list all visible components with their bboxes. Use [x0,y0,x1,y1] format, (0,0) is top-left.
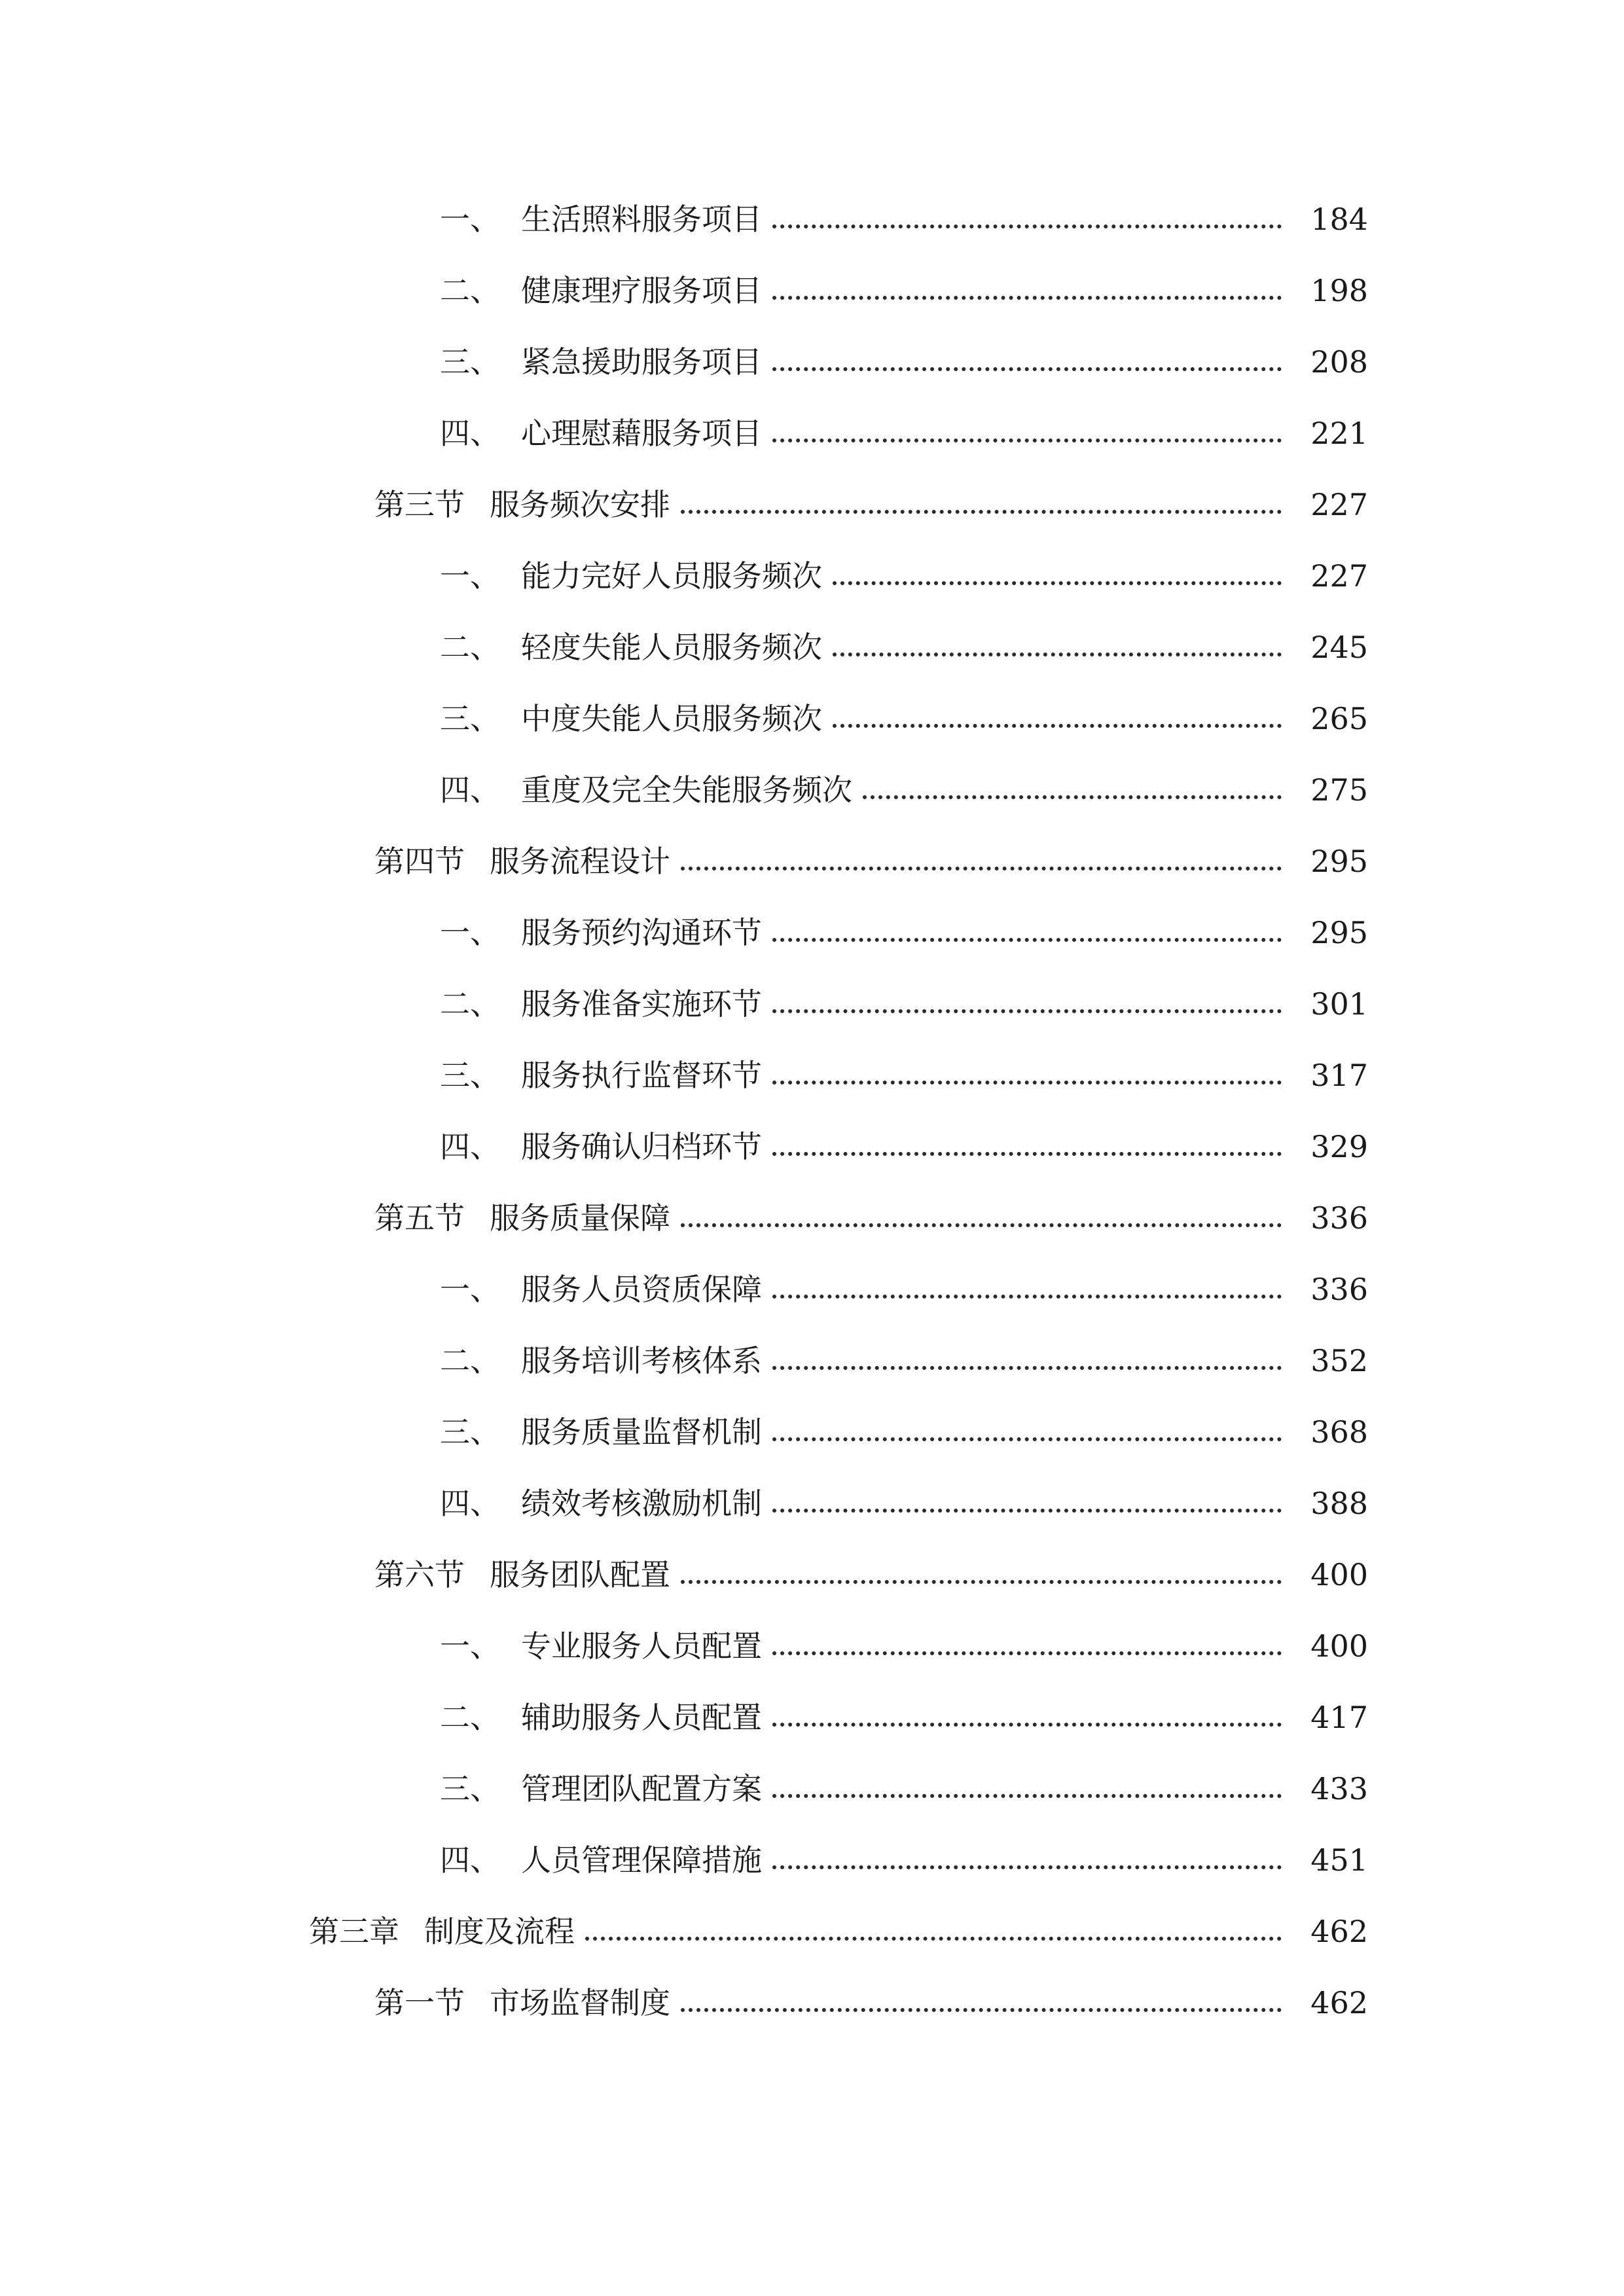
toc-entry-number: 一、 [440,915,500,950]
toc-entry[interactable] [440,696,1368,742]
toc-entry-title: 紧急援助服务项目 [521,344,762,380]
toc-entry-page: 184 [1310,202,1368,237]
toc-section-entry[interactable] [374,1552,1368,1598]
toc-entry-number: 二、 [440,273,500,308]
toc-entry-page: 336 [1310,1200,1368,1236]
toc-entry[interactable] [440,1623,1368,1669]
toc-entry-title: 人员管理保障措施 [521,1842,762,1878]
toc-entry-title: 市场监督制度 [490,1985,670,2020]
toc-entry-page: 221 [1310,416,1368,451]
dot-leader [772,1366,1282,1370]
toc-section-entry[interactable] [374,1195,1368,1241]
toc-entry-number: 一、 [440,1628,500,1664]
toc-entry-page: 417 [1310,1700,1368,1735]
toc-entry-title: 服务团队配置 [490,1557,670,1592]
toc-section-entry[interactable] [374,1980,1368,2026]
toc-entry-number: 三、 [440,701,500,736]
dot-leader [772,439,1282,442]
dot-leader [833,581,1282,585]
toc-entry-title: 绩效考核激励机制 [521,1486,762,1521]
toc-entry-page: 400 [1310,1557,1368,1592]
toc-entry-page: 451 [1310,1842,1368,1878]
dot-leader [772,1794,1282,1798]
toc-entry-title: 服务质量保障 [490,1200,670,1236]
toc-entry-number: 四、 [440,416,500,451]
toc-entry-title: 服务预约沟通环节 [521,915,762,950]
toc-entry[interactable] [440,910,1368,956]
toc-entry-title: 生活照料服务项目 [521,202,762,237]
toc-entry-page: 462 [1310,1914,1368,1949]
toc-entry-number: 四、 [440,1486,500,1521]
toc-entry-page: 301 [1310,986,1368,1022]
dot-leader [772,1651,1282,1655]
toc-entry-number: 四、 [440,1842,500,1878]
dot-leader [681,867,1282,870]
toc-entry-number: 第三节 [374,487,465,522]
dot-leader [772,1723,1282,1727]
toc-entry[interactable] [440,1837,1368,1883]
dot-leader [681,1580,1282,1584]
toc-entry-page: 368 [1310,1414,1368,1450]
toc-entry[interactable] [440,981,1368,1027]
toc-entry-title: 重度及完全失能服务频次 [521,772,852,808]
toc-chapter-entry[interactable] [309,1909,1368,1954]
toc-entry-page: 329 [1310,1129,1368,1164]
toc-entry-number: 第四节 [374,844,465,879]
toc-entry[interactable] [440,339,1368,385]
toc-entry-title: 服务执行监督环节 [521,1058,762,1093]
toc-entry[interactable] [440,624,1368,670]
toc-entry-title: 服务培训考核体系 [521,1343,762,1378]
toc-entry-page: 352 [1310,1343,1368,1378]
toc-entry-number: 二、 [440,1343,500,1378]
toc-entry-title: 辅助服务人员配置 [521,1700,762,1735]
dot-leader [833,724,1282,728]
toc-entry[interactable] [440,196,1368,242]
toc-entry-number: 第六节 [374,1557,465,1592]
toc-entry[interactable] [440,268,1368,314]
dot-leader [681,2008,1282,2012]
toc-entry-title: 中度失能人员服务频次 [521,701,822,736]
toc-entry-page: 275 [1310,772,1368,808]
toc-entry-number: 一、 [440,1272,500,1307]
toc-entry-number: 三、 [440,1414,500,1450]
toc-entry[interactable] [440,1052,1368,1098]
toc-entry-page: 295 [1310,915,1368,950]
dot-leader [772,1009,1282,1013]
toc-entry-title: 制度及流程 [424,1914,575,1949]
dot-leader [772,224,1282,228]
dot-leader [772,1437,1282,1441]
toc-entry[interactable] [440,1766,1368,1812]
toc-entry-number: 三、 [440,1771,500,1806]
dot-leader [772,1295,1282,1299]
toc-entry-page: 317 [1310,1058,1368,1093]
toc-entry-title: 服务人员资质保障 [521,1272,762,1307]
toc-entry-number: 四、 [440,1129,500,1164]
toc-entry-page: 400 [1310,1628,1368,1664]
toc-entry-page: 208 [1310,344,1368,380]
toc-entry-number: 第一节 [374,1985,465,2020]
toc-entry-page: 227 [1310,558,1368,594]
toc-entry-page: 245 [1310,630,1368,665]
toc-section-entry[interactable] [374,482,1368,528]
dot-leader [833,653,1282,656]
toc-entry-number: 第三章 [309,1914,399,1949]
toc-entry-title: 服务准备实施环节 [521,986,762,1022]
toc-entry-number: 四、 [440,772,500,808]
dot-leader [772,1152,1282,1156]
toc-entry-page: 462 [1310,1985,1368,2020]
toc-entry-page: 388 [1310,1486,1368,1521]
toc-entry-title: 轻度失能人员服务频次 [521,630,822,665]
toc-entry-title: 服务确认归档环节 [521,1129,762,1164]
toc-entry-title: 专业服务人员配置 [521,1628,762,1664]
toc-entry-title: 健康理疗服务项目 [521,273,762,308]
dot-leader [772,1081,1282,1085]
dot-leader [772,367,1282,371]
toc-entry-page: 227 [1310,487,1368,522]
dot-leader [772,1865,1282,1869]
toc-entry-page: 295 [1310,844,1368,879]
toc-entry[interactable] [440,767,1368,813]
toc-entry-number: 三、 [440,344,500,380]
dot-leader [863,795,1282,799]
toc-entry-number: 第五节 [374,1200,465,1236]
toc-entry[interactable] [440,1480,1368,1526]
toc-entry-title: 心理慰藉服务项目 [521,416,762,451]
dot-leader [772,1509,1282,1513]
toc-entry-number: 二、 [440,986,500,1022]
toc-entry-page: 265 [1310,701,1368,736]
toc-entry[interactable] [440,1266,1368,1312]
toc-entry-title: 管理团队配置方案 [521,1771,762,1806]
toc-entry-number: 一、 [440,558,500,594]
dot-leader [772,296,1282,300]
toc-entry[interactable] [440,1409,1368,1455]
dot-leader [681,1223,1282,1227]
toc-entry[interactable] [440,1695,1368,1740]
toc-entry-number: 二、 [440,1700,500,1735]
toc-entry-page: 433 [1310,1771,1368,1806]
dot-leader [681,510,1282,514]
toc-entry-page: 336 [1310,1272,1368,1307]
toc-entry[interactable] [440,410,1368,456]
toc-entry-number: 三、 [440,1058,500,1093]
toc-entry-number: 二、 [440,630,500,665]
dot-leader [772,938,1282,942]
toc-entry[interactable] [440,1124,1368,1170]
toc-section-entry[interactable] [374,838,1368,884]
toc-entry-title: 能力完好人员服务频次 [521,558,822,594]
toc-entry[interactable] [440,1338,1368,1384]
toc-entry-title: 服务质量监督机制 [521,1414,762,1450]
toc-entry-title: 服务频次安排 [490,487,670,522]
toc-entry-number: 一、 [440,202,500,237]
toc-entry[interactable] [440,553,1368,599]
dot-leader [585,1937,1282,1941]
toc-entry-page: 198 [1310,273,1368,308]
toc-entry-title: 服务流程设计 [490,844,670,879]
